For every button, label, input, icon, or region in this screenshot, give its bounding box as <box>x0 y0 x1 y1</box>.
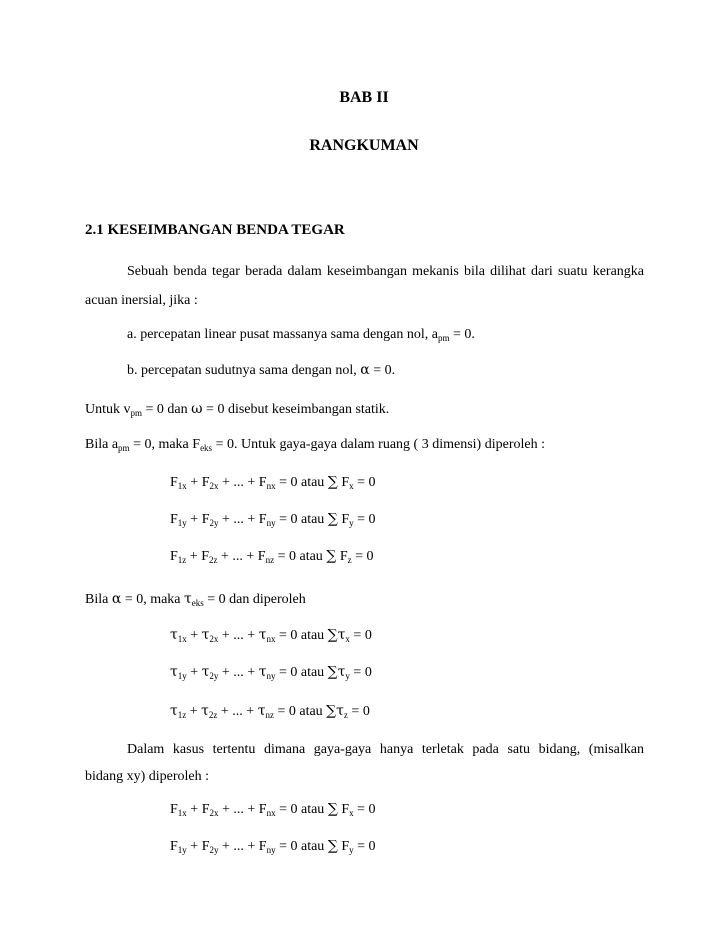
paragraph-1-line-2: acuan inersial, jika : <box>85 293 198 308</box>
force-equation: $F_{1y} + F_{2y}$ + ... + $F_{ny} = 0$ atau ∑ $F_y = 0$ <box>170 511 376 528</box>
force-equation: $F_{1z} + F_{2z}$ + ... + $F_{nz} = 0$ atau ∑ $F_z = 0$ <box>170 548 374 565</box>
force-condition-statement: Bila $a_{pm} = 0$, maka $F_{eks} = 0$. Untuk gaya-gaya dalam ruang ( 3 dimensi) diperoleh : <box>85 437 545 453</box>
torque-equation: $\tau_{1x} + \tau_{2x}$ + ... + $\tau_{nx} = 0$ atau $\sum\tau_x = 0$ <box>170 627 372 644</box>
torque-equation: $\tau_{1y} + \tau_{2y}$ + ... + $\tau_{ny} = 0$ atau $\sum\tau_y = 0$ <box>170 664 372 681</box>
torque-equation: $\tau_{1z} + \tau_{2z}$ + ... + $\tau_{nz} = 0$ atau $\sum\tau_z = 0$ <box>170 703 370 720</box>
paragraph-1-line-1: Sebuah benda tegar berada dalam keseimbangan mekanis bila dilihat dari suatu kerangka <box>127 264 644 279</box>
chapter-label: BAB II <box>339 89 389 106</box>
condition-a: a. percepatan linear pusat massanya sama dengan nol, $a_{pm} = 0$. <box>127 327 475 343</box>
force-equation: $F_{1x} + F_{2x}$ + ... + $F_{nx} = 0$ atau ∑ $F_x = 0$ <box>170 474 376 491</box>
torque-condition-statement: Bila α = 0, maka $\tau_{eks} = 0$ dan diperoleh <box>85 591 306 608</box>
condition-b: b. percepatan sudutnya sama dengan nol, α = 0. <box>127 362 396 378</box>
paragraph-2-line-2: bidang xy) diperoleh : <box>85 769 210 784</box>
section-heading: 2.1 KESEIMBANGAN BENDA TEGAR <box>85 222 345 238</box>
chapter-title: RANGKUMAN <box>309 137 419 154</box>
plane-force-equation: $F_{1y} + F_{2y}$ + ... + $F_{ny} = 0$ atau ∑ $F_y = 0$ <box>170 838 376 855</box>
plane-force-equation: $F_{1x} + F_{2x}$ + ... + $F_{nx} = 0$ atau ∑ $F_x = 0$ <box>170 801 376 818</box>
paragraph-2-line-1: Dalam kasus tertentu dimana gaya-gaya hanya terletak pada satu bidang, (misalkan <box>127 742 644 757</box>
static-equilibrium-statement: Untuk $v_{pm} = 0$ dan ω = 0 disebut keseimbangan statik. <box>85 401 390 418</box>
